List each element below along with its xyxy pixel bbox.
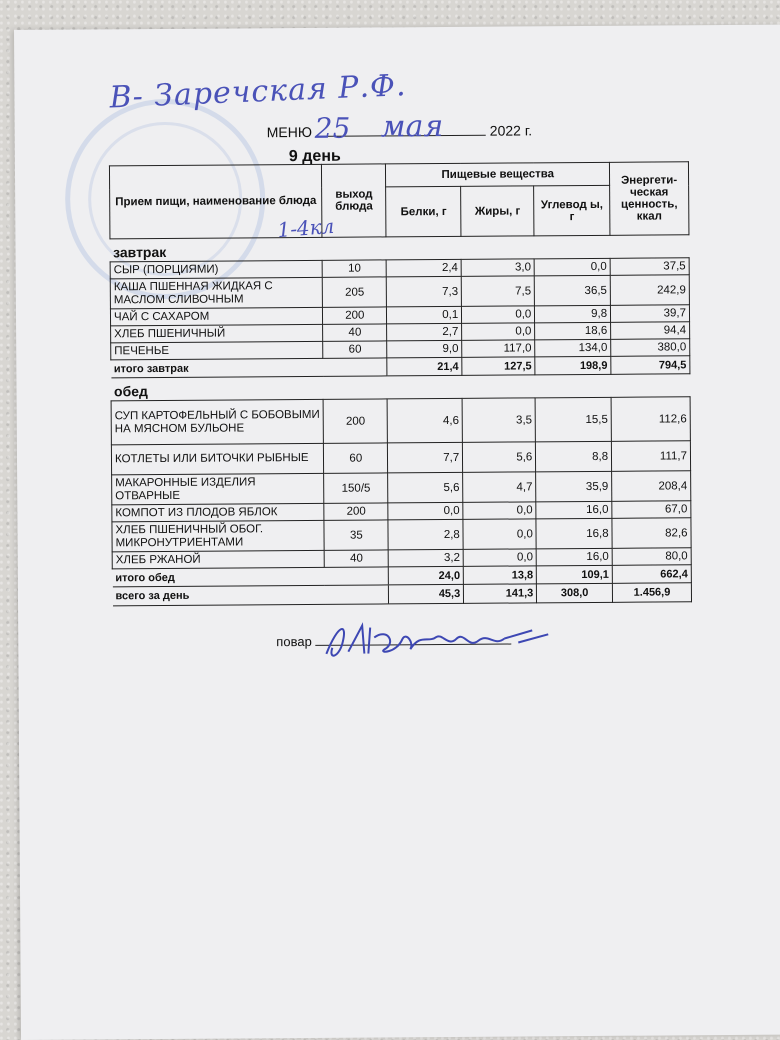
dish-output: 60 [323, 341, 387, 358]
total-energy: 662,4 [612, 565, 691, 584]
menu-row [112, 518, 691, 552]
menu-row [110, 275, 689, 309]
dish-carbs: 16,0 [536, 548, 612, 566]
day-total-row [112, 583, 691, 606]
dish-name: КОМПОТ ИЗ ПЛОДОВ ЯБЛОК [112, 503, 324, 521]
handwritten-date-day: 25 [314, 111, 351, 145]
dish-output: 150/5 [324, 473, 388, 503]
dish-fat: 0,0 [463, 502, 536, 520]
total-label: итого обед [112, 567, 389, 587]
dish-name: ПЕЧЕНЬЕ [111, 341, 323, 359]
dish-energy: 112,6 [611, 397, 690, 442]
dish-carbs: 16,0 [536, 501, 612, 519]
total-label: итого завтрак [111, 358, 388, 378]
breakfast-section-title: завтрак [112, 243, 167, 261]
cook-signature [318, 612, 558, 664]
dish-fat: 0,0 [463, 549, 536, 567]
day-total-carbs: 308,0 [537, 583, 613, 603]
dish-name: СУП КАРТОФЕЛЬНЫЙ С БОБОВЫМИ НА МЯСНОМ БУЛЬОНЕ [111, 399, 323, 444]
dish-fat: 3,5 [462, 398, 535, 443]
dish-output: 10 [322, 260, 386, 277]
menu-year: 2022 г. [489, 122, 533, 139]
dish-name: ХЛЕБ РЖАНОЙ [112, 550, 324, 568]
dish-energy: 37,5 [610, 258, 689, 276]
total-protein: 24,0 [389, 566, 464, 585]
dish-output: 205 [322, 277, 386, 307]
cook-label: повар [276, 633, 312, 650]
dish-energy: 82,6 [612, 518, 691, 549]
menu-table [109, 161, 692, 606]
handwritten-date-month: мая [380, 109, 444, 145]
dish-protein: 3,2 [389, 549, 464, 567]
dish-protein: 2,8 [388, 519, 463, 550]
dish-carbs: 35,9 [536, 471, 612, 502]
dish-carbs: 15,5 [535, 397, 611, 442]
dish-protein: 7,3 [387, 276, 462, 307]
col-dish-header: Прием пищи, наименование блюда [109, 164, 322, 238]
dish-energy: 380,0 [611, 339, 690, 357]
dish-protein: 9,0 [387, 340, 462, 358]
dish-protein: 0,1 [387, 306, 462, 324]
dish-carbs: 0,0 [534, 258, 610, 276]
dish-protein: 0,0 [388, 502, 463, 520]
total-carbs: 109,1 [537, 565, 613, 584]
dish-energy: 242,9 [610, 275, 689, 306]
dish-energy: 208,4 [612, 471, 691, 502]
col-carbs-header: Углевод ы, г [534, 185, 610, 236]
dish-fat: 4,7 [463, 472, 536, 503]
dish-energy: 111,7 [611, 441, 690, 472]
dish-fat: 3,0 [461, 259, 534, 277]
dish-output: 200 [324, 503, 388, 520]
total-carbs: 198,9 [535, 356, 611, 375]
menu-sheet [14, 25, 780, 1040]
col-fat-header: Жиры, г [461, 186, 534, 237]
dish-name: КОТЛЕТЫ ИЛИ БИТОЧКИ РЫБНЫЕ [111, 443, 323, 474]
menu-row [112, 471, 691, 505]
dish-fat: 0,0 [462, 306, 535, 324]
menu-row [111, 441, 690, 475]
handwritten-school-name: В- Заречская Р.Ф. [108, 68, 408, 116]
menu-row [111, 397, 690, 445]
dish-fat: 0,0 [462, 323, 535, 341]
day-total-fat: 141,3 [464, 584, 537, 604]
dish-output: 60 [324, 443, 388, 473]
dish-energy: 94,4 [611, 322, 690, 340]
dish-fat: 117,0 [462, 340, 535, 358]
dish-fat: 5,6 [463, 442, 536, 473]
lunch-section-title: обед [113, 383, 148, 400]
dish-name: ХЛЕБ ПШЕНИЧНЫЙ ОБОГ. МИКРОНУТРИЕНТАМИ [112, 520, 324, 551]
dish-name: СЫР (ПОРЦИЯМИ) [110, 260, 322, 278]
dish-carbs: 8,8 [536, 441, 612, 472]
dish-protein: 4,6 [388, 398, 463, 443]
dish-output: 40 [324, 550, 388, 567]
col-output-header: выход блюда [322, 164, 387, 237]
dish-protein: 7,7 [388, 442, 463, 473]
dish-energy: 39,7 [611, 305, 690, 323]
dish-carbs: 36,5 [535, 275, 611, 306]
dish-energy: 80,0 [612, 548, 691, 566]
dish-protein: 2,4 [387, 259, 462, 277]
menu-label: МЕНЮ [266, 123, 313, 141]
dish-output: 200 [323, 399, 388, 443]
total-energy: 794,5 [611, 356, 690, 375]
col-energy-header: Энергети-ческая ценность, ккал [610, 162, 689, 236]
handwritten-grades: 1-4кл [276, 213, 336, 243]
dish-output: 200 [323, 307, 387, 324]
dish-name: КАША ПШЕННАЯ ЖИДКАЯ С МАСЛОМ СЛИВОЧНЫМ [110, 277, 322, 308]
dish-output: 40 [323, 324, 387, 341]
total-fat: 127,5 [462, 357, 535, 376]
dish-carbs: 16,8 [536, 518, 612, 549]
col-protein-header: Белки, г [386, 186, 461, 237]
day-total-protein: 45,3 [389, 584, 464, 604]
dish-name: ХЛЕБ ПШЕНИЧНЫЙ [111, 324, 323, 342]
dish-energy: 67,0 [612, 501, 691, 519]
dish-carbs: 18,6 [535, 322, 611, 340]
dish-protein: 5,6 [388, 472, 463, 503]
dish-carbs: 134,0 [535, 339, 611, 357]
dish-name: МАКАРОННЫЕ ИЗДЕЛИЯ ОТВАРНЫЕ [112, 473, 324, 504]
dish-carbs: 9,8 [535, 305, 611, 323]
dish-protein: 2,7 [387, 323, 462, 341]
dish-output: 35 [324, 520, 388, 550]
dish-fat: 7,5 [461, 276, 534, 307]
day-total-label: всего за день [112, 585, 389, 606]
dish-fat: 0,0 [463, 519, 536, 550]
dish-name: ЧАЙ С САХАРОМ [110, 307, 322, 325]
total-fat: 13,8 [464, 566, 537, 585]
total-protein: 21,4 [387, 357, 462, 376]
col-nutrients-header: Пищевые вещества [386, 162, 610, 187]
menu-day-number: 9 день [288, 147, 341, 166]
day-total-energy: 1.456,9 [612, 583, 691, 603]
